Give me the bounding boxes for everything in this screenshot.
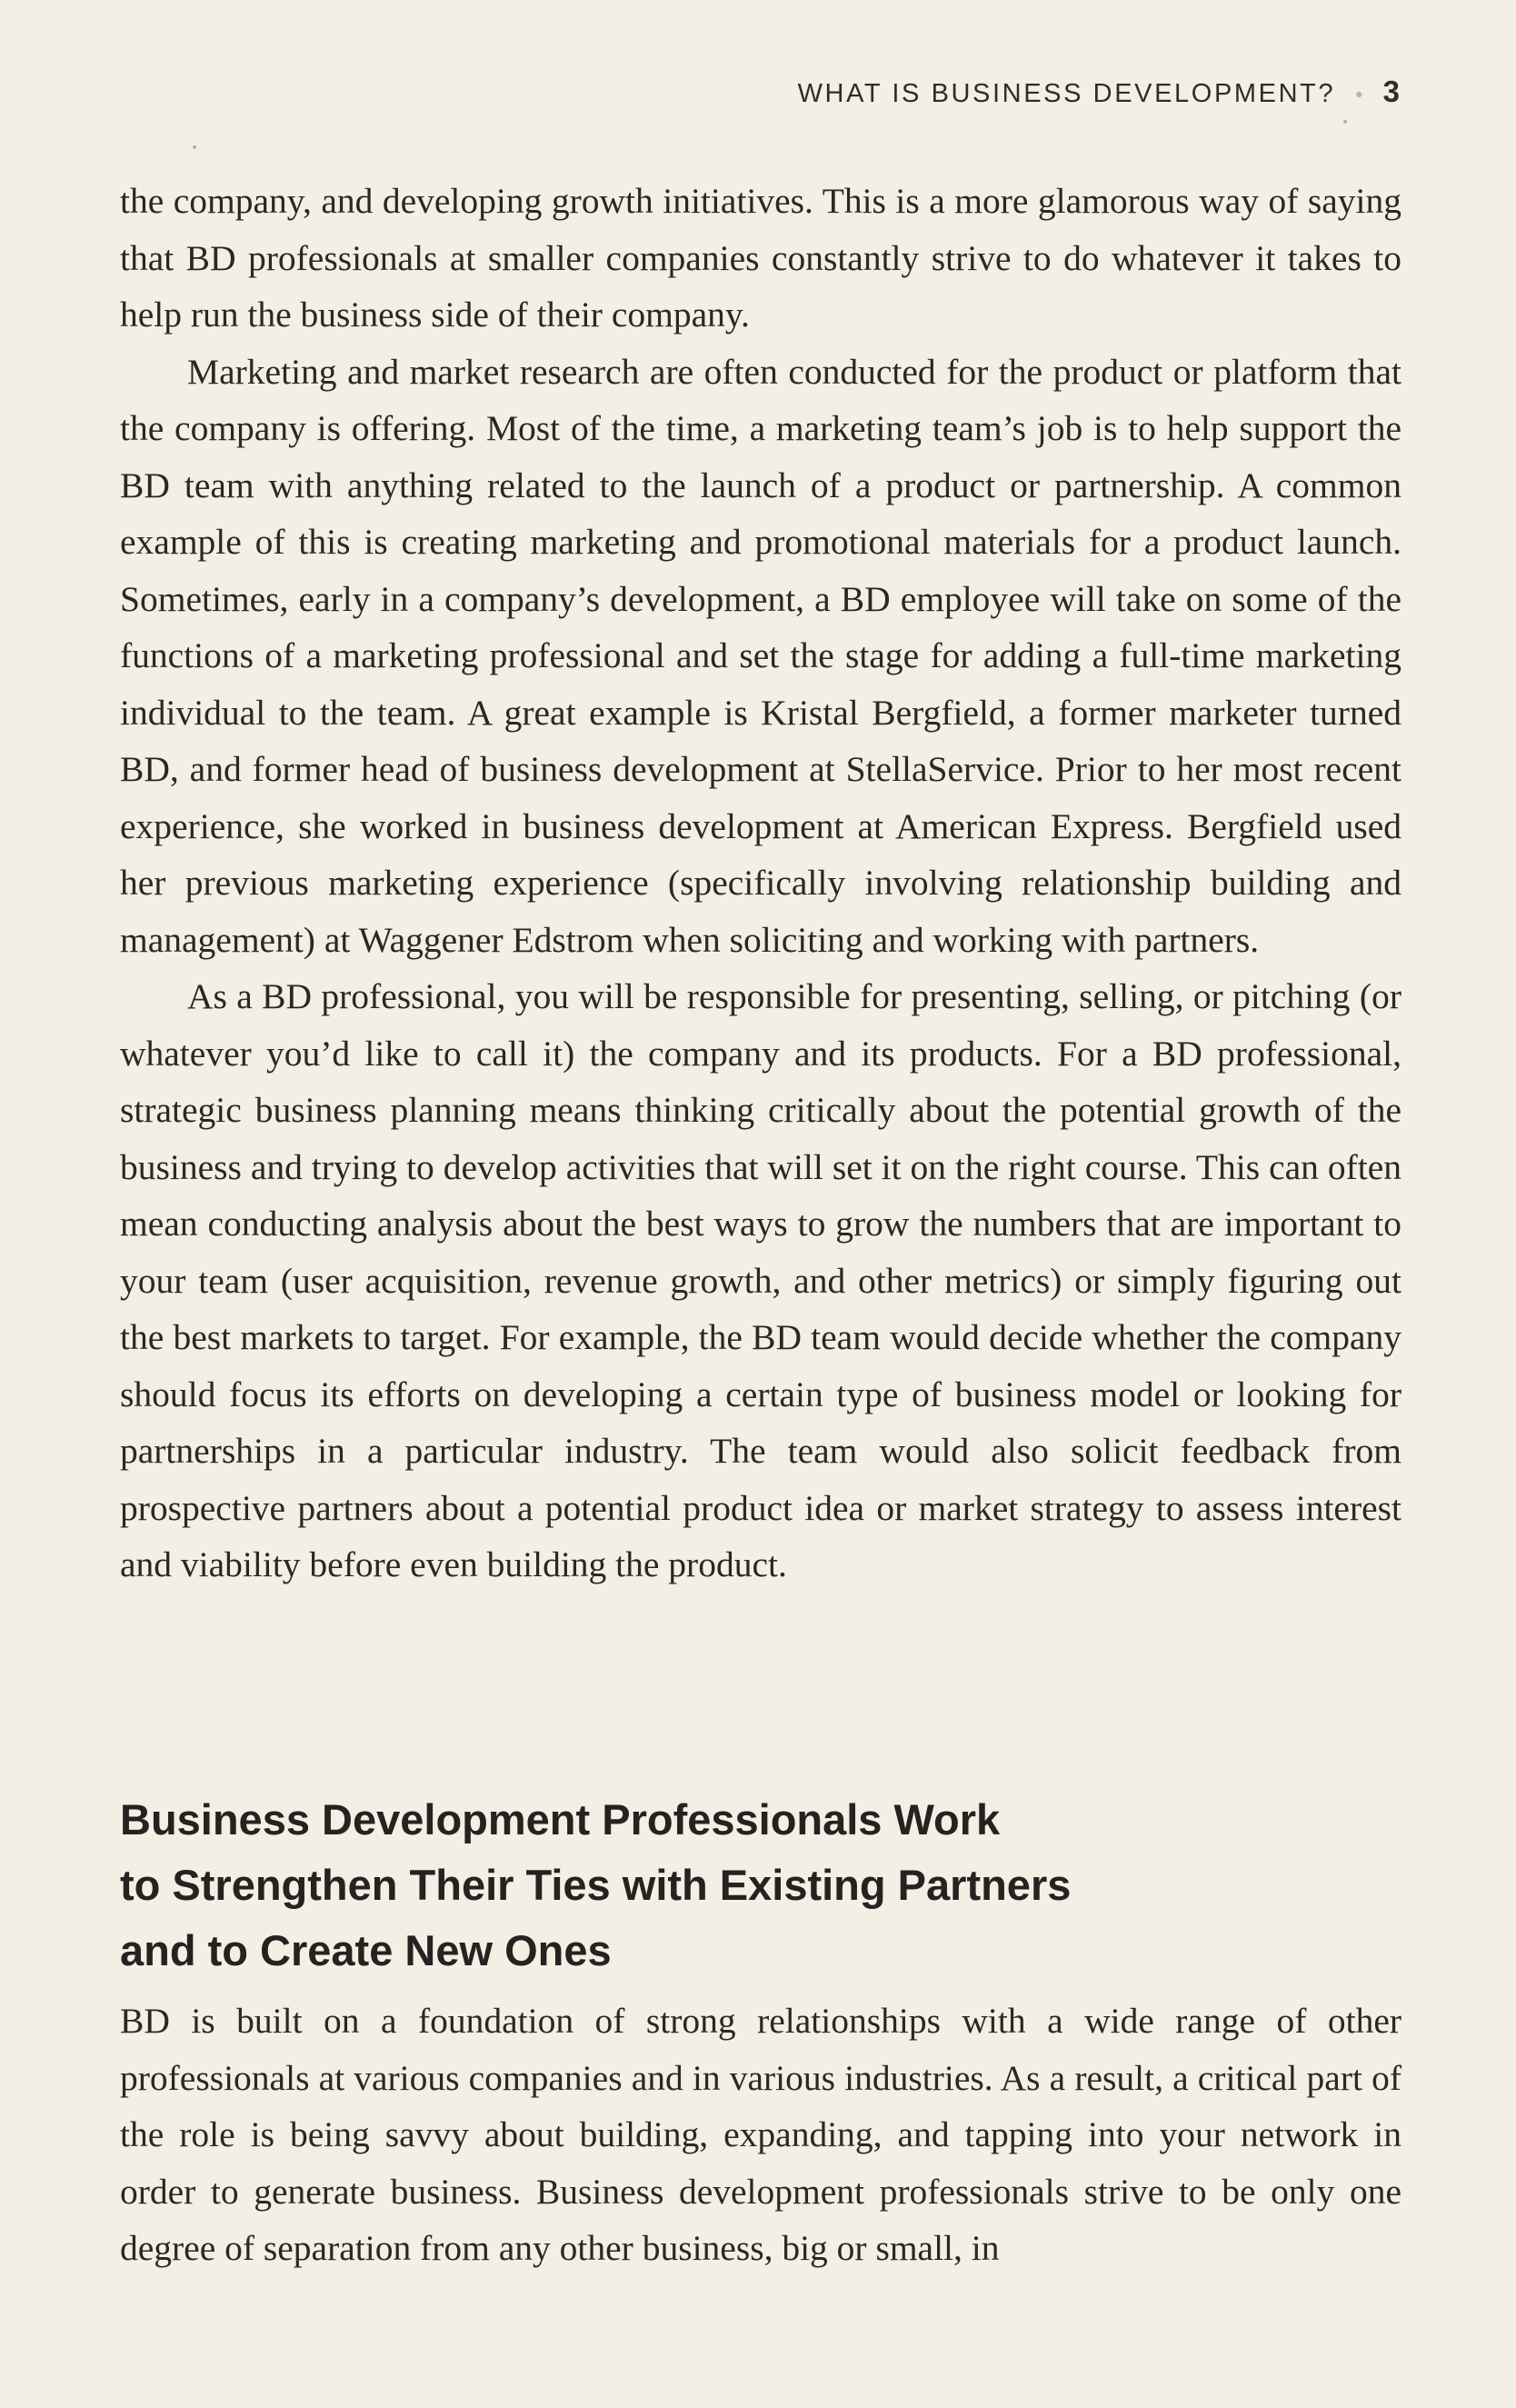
section-heading-line: Business Development Professionals Work: [120, 1795, 1001, 1843]
page-number: 3: [1382, 75, 1400, 108]
body-text-top: [120, 173, 1401, 1594]
running-title: WHAT IS BUSINESS DEVELOPMENT?: [797, 79, 1336, 108]
running-head-dot: ●: [1355, 86, 1363, 101]
paragraph-relationships: BD is built on a foundation of strong relationships with a wide range of other professionals at various companies and in various industries. As a result, a critical part of the role is being savvy about building, expanding, and tapping into your network in order to generate business. Business development professionals strive to be only one degree of separation from any other business, big or small, in: [120, 2001, 1401, 2268]
section-heading-line: and to Create New Ones: [120, 1926, 612, 1974]
section-heading: [120, 1787, 1392, 1983]
scan-speck: [1343, 120, 1347, 124]
paragraph-continued: the company, and developing growth initiatives. This is a more glamorous way of saying that BD professionals at smaller companies constantly strive to do whatever it takes to help run the business side of their company.: [120, 181, 1401, 335]
section-heading-line: to Strengthen Their Ties with Existing Partners: [120, 1861, 1072, 1909]
body-text-bottom: [120, 1993, 1401, 2277]
running-head: [798, 75, 1400, 109]
paragraph-marketing: Marketing and market research are often conducted for the product or platform that the company is offering. Most of the time, a marketing team’s job is to help support the BD team with anything related to the launch of a product or partnership. A common example of this is creating marketing and promotional materials for a product launch. Sometimes, early in a company’s development, a BD employee will take on some of the functions of a marketing professional and set the stage for adding a full-time marketing individual to the team. A great example is Kristal Bergfield, a former marketer turned BD, and former head of business development at StellaService. Prior to her most recent experience, she worked in business development at American Express. Bergfield used her previous marketing experience (specifically involving relationship building and management) at Waggener Edstrom when soliciting and working with partners.: [120, 351, 1401, 960]
paragraph-strategic-planning: As a BD professional, you will be responsible for presenting, selling, or pitching (or whatever you’d like to call it) the company and its products. For a BD professional, strategic business planning means thinking critically about the potential growth of the business and trying to develop activities that will set it on the right course. This can often mean conducting analysis about the best ways to grow the numbers that are important to your team (user acquisition, revenue growth, and other metrics) or simply figuring out the best markets to target. For example, the BD team would decide whether the company should focus its efforts on developing a certain type of business model or looking for partnerships in a particular industry. The team would also solicit feedback from prospective partners about a potential product idea or market strategy to assess interest and viability before even building the product.: [120, 976, 1401, 1584]
scan-speck: [193, 145, 196, 149]
